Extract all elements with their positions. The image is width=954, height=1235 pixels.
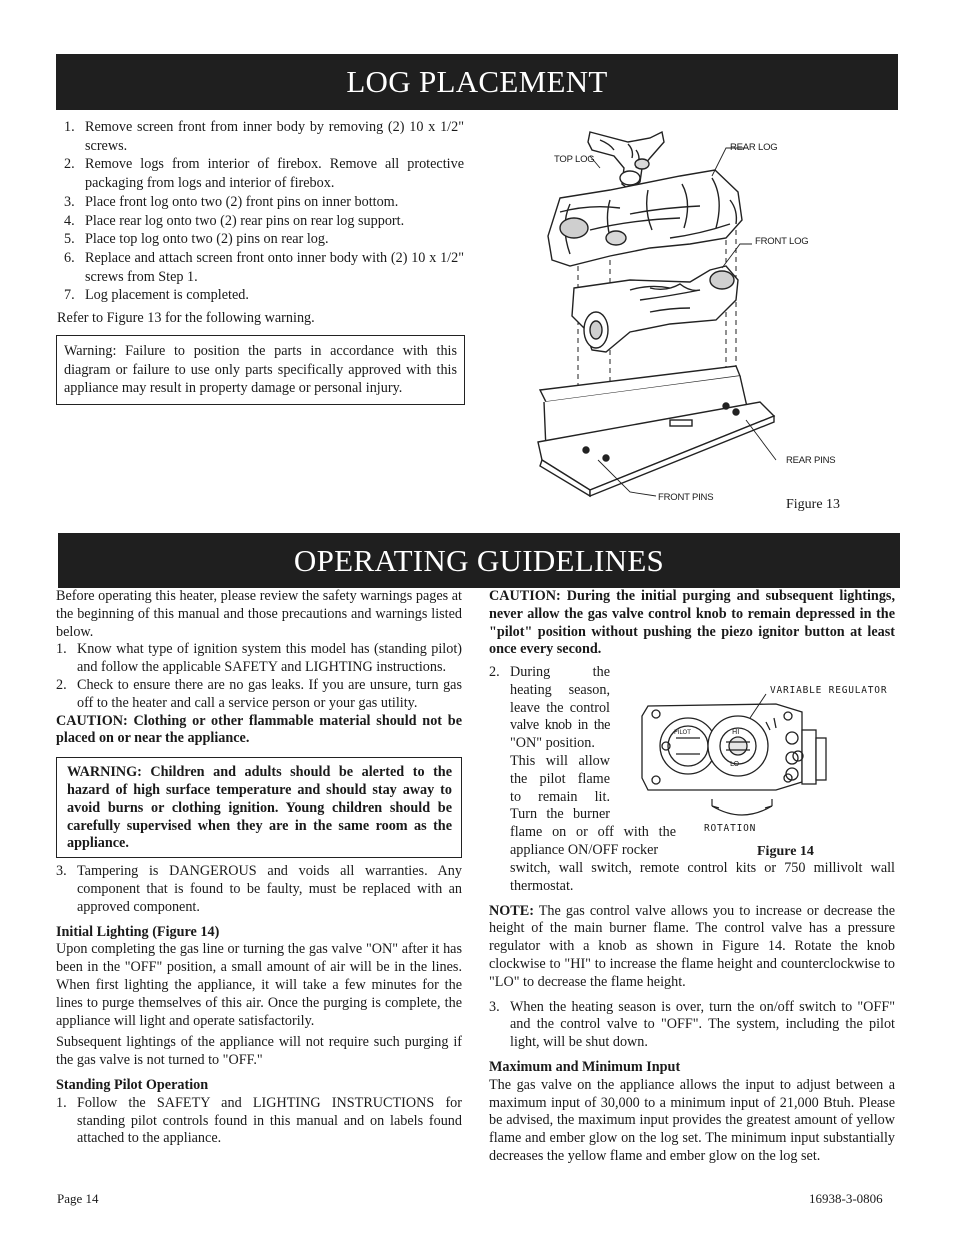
step-item: 2. Remove logs from interior of firebox. Remove all protective packaging from logs and interior of firebox.: [64, 156, 464, 192]
refer-text: Refer to Figure 13 for the following warning.: [57, 310, 315, 326]
item2-line: During the: [510, 664, 610, 680]
left-column: [56, 588, 462, 1148]
step-item: 1. Remove screen front from inner body by removing (2) 10 x 1/2" screws.: [64, 119, 464, 154]
list-item: 1. Follow the SAFETY and LIGHTING INSTRUCTIONS for standing pilot controls found in this manual and on labels found attached to the appliance.: [56, 1094, 462, 1147]
initial-lighting-text: Upon completing the gas line or turning the gas valve "ON" after it has been in the "OFF" position, a small amount of air will be in the lines. When first lighting the appliance, it will take a few minutes for the lines to purge themselves of this air. Once the purging is complete, the appliance will light and operate satisfactorily.: [56, 941, 462, 1029]
item2-line: to remain lit.: [510, 788, 610, 805]
rotation-label: ROTATION: [704, 823, 757, 834]
label-front-log: FRONT LOG: [755, 236, 809, 247]
item-2-narrow: 2. During the heating season, leave the control valve knob in the "ON" position. This will allow the pilot flame to remain lit. Turn the burner flame on or off with the appliance ON/OFF rocker: [489, 664, 676, 858]
item2-line: heating season,: [510, 681, 610, 698]
step-item: 5. Place top log onto two (2) pins on rear log.: [64, 231, 329, 248]
right-column-lower: [489, 860, 895, 1166]
rear-log-drawing: [548, 170, 742, 266]
label-rear-pins: REAR PINS: [786, 455, 836, 466]
label-front-pins: FRONT PINS: [658, 492, 714, 503]
item2-line: Turn the burner: [510, 806, 610, 823]
page-number: Page 14: [57, 1191, 99, 1206]
log-placement-banner: [56, 54, 898, 110]
list-item: 3. When the heating season is over, turn the on/off switch to "OFF" and the control valve to "OFF". The system, including the pilot light, will be shut down.: [489, 998, 895, 1051]
item-2-continued: switch, wall switch, remote control kits or 750 millivolt wall thermostat.: [510, 860, 895, 894]
label-rear-log: REAR LOG: [730, 142, 778, 153]
step-item: 3. Place front log onto two (2) front pins on inner bottom.: [64, 193, 399, 210]
caution-clothing: CAUTION: Clothing or other flammable material should not be placed on or near the appliance.: [56, 712, 462, 747]
item2-line: leave the control: [510, 699, 610, 716]
list-item: 2. Check to ensure there are no gas leaks. If you are unsure, turn gas off to the heater and call a service person or your gas utility.: [56, 676, 462, 711]
standing-pilot-heading: Standing Pilot Operation: [56, 1076, 209, 1093]
log-placement-steps: [64, 118, 464, 305]
figure-14-gas-valve: [626, 682, 911, 842]
item2-line: appliance ON/OFF rocker: [510, 841, 659, 858]
knob-pilot-label: PILOT: [674, 729, 691, 736]
list-item: 1. Know what type of ignition system this model has (standing pilot) and follow the applicable SAFETY and LIGHTING instructions.: [56, 641, 462, 676]
knob-lo-label: LO: [730, 760, 740, 768]
item2-line: This will allow: [510, 752, 610, 769]
item2-line: flame on or off with the: [510, 824, 676, 841]
grate-drawing: [538, 366, 774, 496]
step-item: 4. Place rear log onto two (2) rear pins on rear log support.: [64, 212, 405, 229]
children-warning-text: WARNING: Children and adults should be alerted to the hazard of high surface temperature and should stay away to avoid burns or clothing ignition. Young children should be carefully supervised when they are in the same room as the appliance.: [67, 764, 452, 852]
document-number: 16938-3-0806: [809, 1191, 883, 1206]
log-placement-title: LOG PLACEMENT: [346, 64, 608, 99]
label-top-log: TOP LOG: [554, 154, 595, 165]
list-item: 3. Tampering is DANGEROUS and voids all warranties. Any component that is found to be faulty, must be replaced with an approved component.: [56, 863, 462, 915]
maxmin-text: The gas valve on the appliance allows the input to adjust between a maximum input of 30,000 to a minimum input of 21,000 Btuh. Please be advised, the maximum input provides the greatest amount of yellow flame and ember glow on the log set. The minimum input substantially decreases the yellow flame and ember glow on the log set.: [489, 1076, 895, 1164]
figure-14-caption: Figure 14: [757, 844, 814, 859]
initial-lighting-heading: Initial Lighting (Figure 14): [56, 923, 220, 940]
item2-line: the pilot flame: [510, 770, 610, 787]
maxmin-heading: Maximum and Minimum Input: [489, 1058, 681, 1075]
intro-text: Before operating this heater, please review the safety warnings pages at the beginning of this manual and those precautions and warnings listed below.: [56, 588, 462, 640]
step-item: 7. Log placement is completed.: [64, 287, 249, 304]
subsequent-lighting-text: Subsequent lightings of the appliance will not require such purging if the gas valve is not turned to "OFF.": [56, 1034, 462, 1069]
caution-purging: CAUTION: During the initial purging and subsequent lightings, never allow the gas valve control knob to remain depressed in the "pilot" position without pushing the piezo ignitor button at least once every second.: [489, 588, 895, 658]
log-warning-text: Warning: Failure to position the parts in accordance with this diagram or failure to use only parts specifically approved with this appliance may result in property damage or personal injury.: [64, 343, 457, 396]
operating-guidelines-banner: [58, 533, 900, 588]
knob-hi-label: HI: [732, 728, 740, 736]
rotation-arrow-icon: [712, 799, 772, 815]
item2-line: "ON" position.: [510, 735, 595, 752]
front-log-drawing: [572, 266, 738, 352]
note-paragraph: NOTE: The gas control valve allows you to increase or decrease the height of the main burner flame. The control valve has a pressure regulator with a knob as shown in Figure 14. Rotate the knob clockwise to "HI" to increase the flame height and counterclockwise to "LO" to decrease the flame height.: [489, 902, 895, 990]
item2-line: valve knob in the: [510, 717, 610, 734]
log-warning-box: [56, 335, 465, 405]
figure-13-caption: Figure 13: [786, 497, 841, 512]
operating-guidelines-title: OPERATING GUIDELINES: [293, 542, 665, 578]
step-item: 6. Replace and attach screen front onto inner body with (2) 10 x 1/2" screws from Step 1.: [64, 249, 464, 285]
variable-regulator-label: VARIABLE REGULATOR: [770, 685, 888, 696]
children-warning-box: [56, 757, 462, 858]
